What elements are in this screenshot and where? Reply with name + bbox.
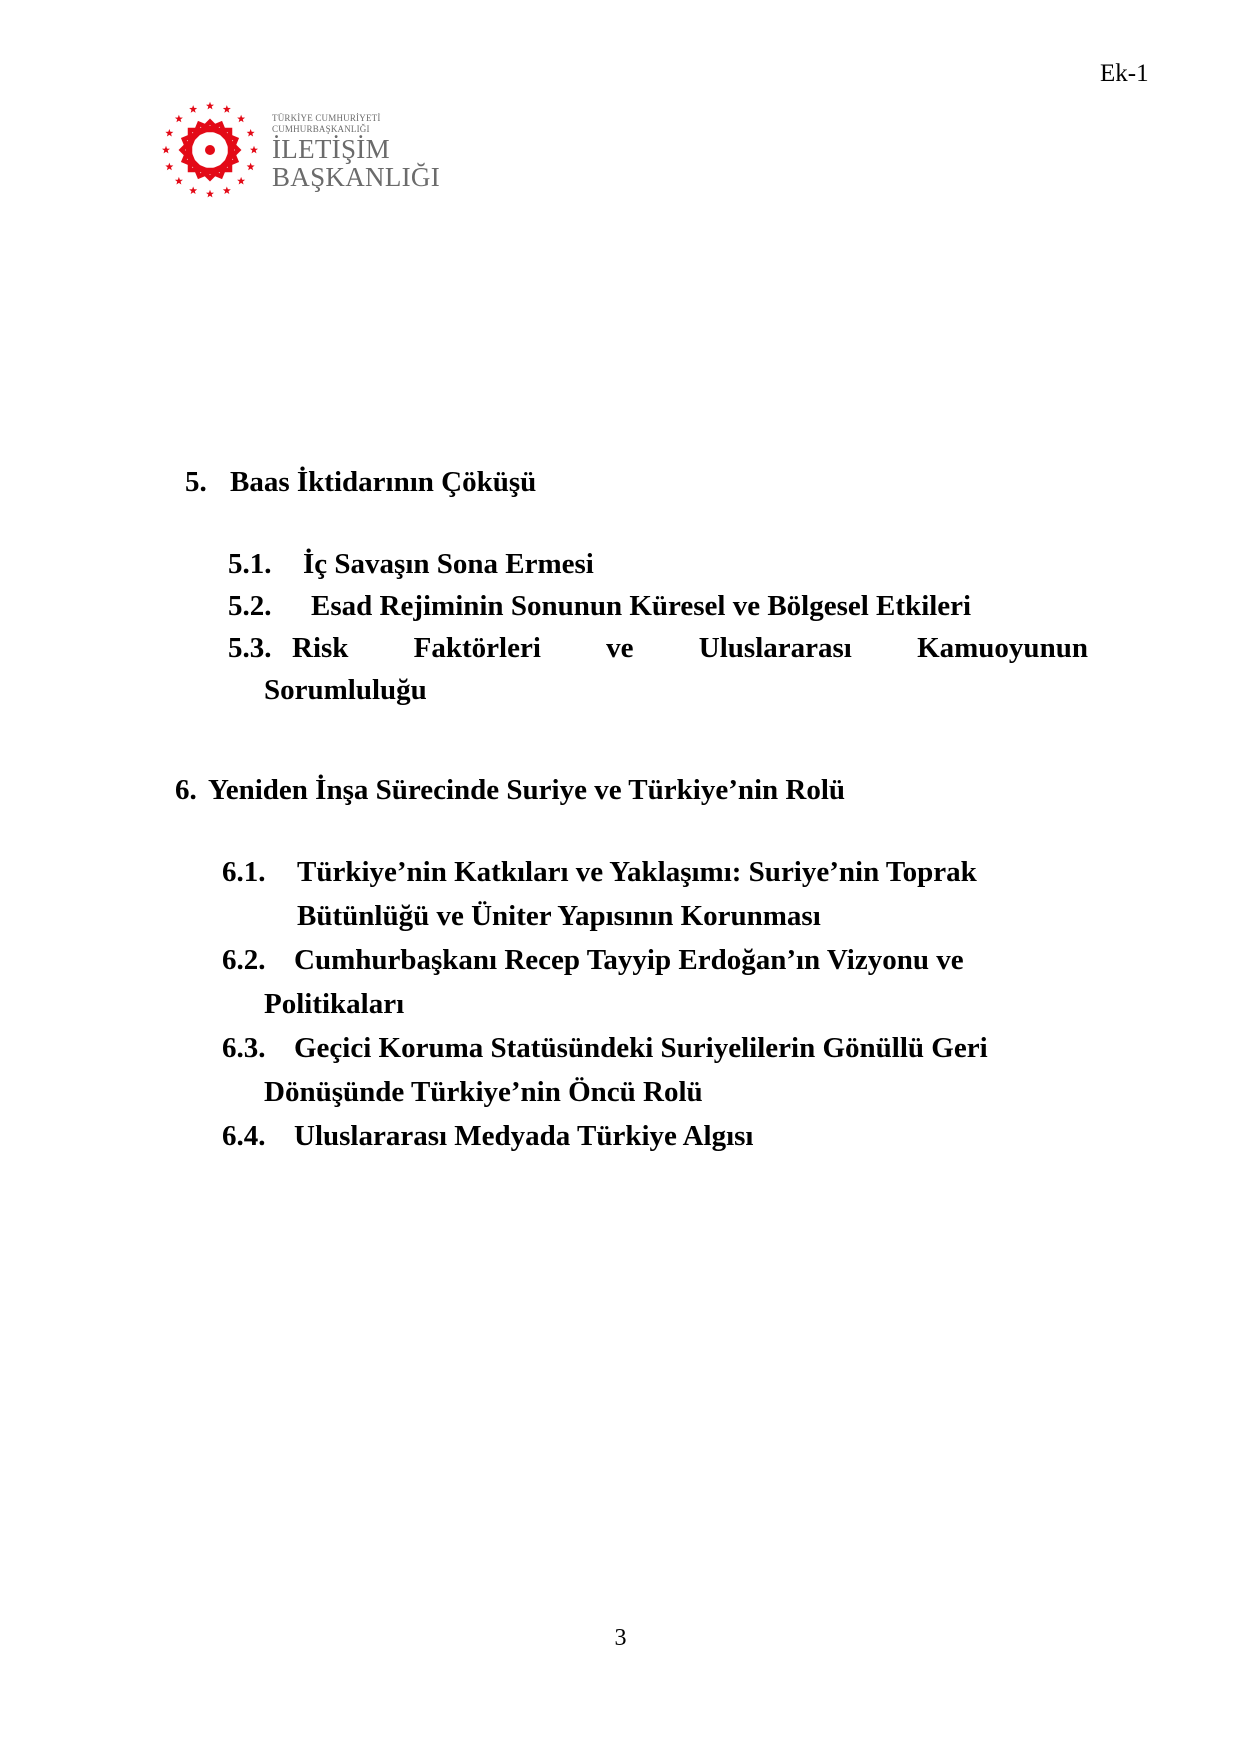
toc-section-6-1-continuation: Bütünlüğü ve Üniter Yapısının Korunması [297, 900, 821, 932]
toc-section-5-3-continuation: Sorumluluğu [264, 674, 427, 706]
toc-number: 5.3. [228, 632, 272, 664]
toc-section-6 [175, 774, 845, 807]
toc-title: İç Savaşın Sona Ermesi [303, 548, 594, 580]
toc-word: ve [606, 632, 634, 664]
toc-title: Yeniden İnşa Sürecinde Suriye ve Türkiye’nin Rolü [208, 774, 846, 806]
toc-section-6-2-continuation: Politikaları [264, 988, 405, 1020]
toc-number: 5.2. [228, 590, 272, 622]
toc-title: Geçici Koruma Statüsündeki Suriyelilerin Gönüllü Geri [294, 1032, 988, 1064]
toc-number: 6.1. [222, 856, 266, 888]
toc-title: Baas İktidarının Çöküşü [230, 466, 537, 498]
toc-section-6-4 [222, 1120, 753, 1153]
toc-number: 6.2. [222, 944, 266, 976]
toc-title: Cumhurbaşkanı Recep Tayyip Erdoğan’ın Vizyonu ve [294, 944, 964, 976]
toc-number: 5.1. [228, 548, 272, 580]
toc-word: Risk [292, 632, 349, 664]
emblem-icon [160, 100, 260, 200]
toc-number: 6. [175, 774, 197, 806]
logo-line-communication: İLETİŞİM [272, 134, 390, 164]
toc-section-6-2 [222, 944, 964, 977]
toc-title: Uluslararası Medyada Türkiye Algısı [294, 1120, 754, 1152]
toc-word: Uluslararası [698, 632, 852, 664]
page-number: 3 [614, 1625, 627, 1651]
toc-section-5-1 [228, 548, 594, 581]
toc-section-6-1 [222, 856, 977, 889]
logo-line-republic: TÜRKİYE CUMHURİYETİ [272, 113, 381, 123]
toc-number: 6.3. [222, 1032, 266, 1064]
toc-word: Faktörleri [413, 632, 541, 664]
toc-title: Türkiye’nin Katkıları ve Yaklaşımı: Suriye’nin Toprak [297, 856, 977, 888]
toc-word: Kamuoyunun [917, 632, 1088, 664]
toc-number: 6.4. [222, 1120, 266, 1152]
toc-section-6-3-continuation: Dönüşünde Türkiye’nin Öncü Rolü [264, 1076, 703, 1108]
logo-line-directorate: BAŞKANLIĞI [272, 162, 440, 192]
toc-section-5-2 [228, 590, 971, 623]
toc-number: 5. [185, 466, 207, 498]
institution-logo [160, 100, 440, 210]
logo-line-presidency: CUMHURBAŞKANLIĞI [272, 124, 370, 134]
annex-label: Ek-1 [1100, 60, 1149, 87]
toc-section-5-3 [228, 632, 1088, 665]
toc-title: Esad Rejiminin Sonunun Küresel ve Bölgesel Etkileri [311, 590, 972, 622]
toc-section-6-3 [222, 1032, 988, 1065]
toc-section-5 [185, 466, 536, 499]
